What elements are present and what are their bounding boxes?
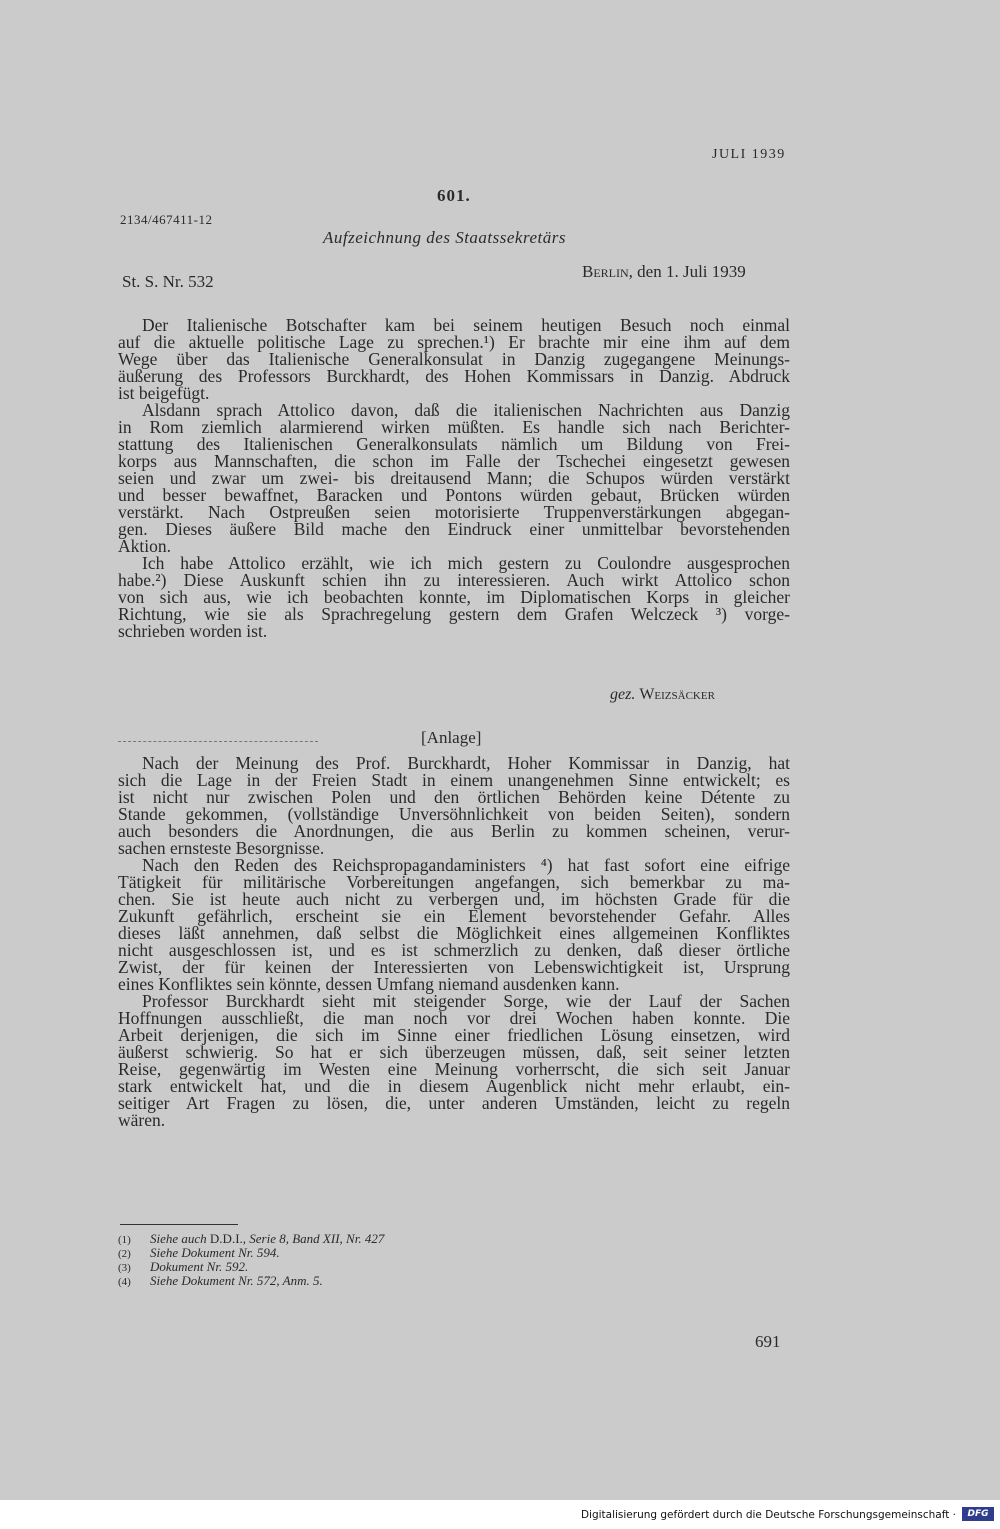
text-line: auch besonders die Anordnungen, die aus Berlin zu kommen scheinen, verur- <box>118 821 790 841</box>
footnote-text: Siehe auch <box>150 1231 207 1246</box>
text-line: korps aus Mannschaften, die schon im Falle der Tschechei eingesetzt gewesen <box>118 451 790 471</box>
text-line: nicht ausgeschlossen ist, und es ist schmerzlich zu denken, daß dieser örtliche <box>118 940 790 960</box>
funding-credit: Digitalisierung gefördert durch die Deutsche Forschungsgemeinschaft · <box>580 1509 956 1521</box>
text-line: Alsdann sprach Attolico davon, daß die italienischen Nachrichten aus Danzig <box>142 400 790 420</box>
text-line: Professor Burckhardt sieht mit steigender Sorge, wie der Lauf der Sachen <box>142 991 790 1011</box>
text-line: seitiger Art Fragen zu lösen, die, unter anderen Umständen, leicht zu regeln <box>118 1093 790 1113</box>
footnote-marker: (1) <box>118 1234 131 1246</box>
footnote <box>118 1246 384 1260</box>
page-number: 691 <box>755 1332 781 1351</box>
text-line: Ich habe Attolico erzählt, wie ich mich gestern zu Coulondre ausgesprochen <box>142 553 790 573</box>
text-line: ist beigefügt. <box>118 383 210 403</box>
footnotes <box>118 1232 384 1288</box>
footnote-text: Siehe Dokument Nr. 572, Anm. 5. <box>150 1273 323 1288</box>
text-line: stattung des Italienischen Generalkonsulats nämlich um Bildung von Frei- <box>118 434 790 454</box>
text-line: Wege über das Italienische Generalkonsulat in Danzig zugegangene Meinungs- <box>118 349 790 369</box>
signature <box>610 686 715 704</box>
text-line: seien und zwar um zwei- bis dreitausend Mann; die Schupos würden verstärkt <box>118 468 790 488</box>
text-line: Tätigkeit für militärische Vorbereitungen angefangen, sich bemerkbar zu ma- <box>118 872 790 892</box>
running-header: JULI 1939 <box>712 147 786 162</box>
text-line: schrieben worden ist. <box>118 621 268 641</box>
text-line: ist nicht nur zwischen Polen und den örtlichen Behörden keine Détente zu <box>118 787 790 807</box>
document-number: 601. <box>437 186 471 205</box>
footer-bar <box>0 1500 1000 1529</box>
text-line: gen. Dieses äußere Bild mache den Eindruck einer unmittelbar bevorstehenden <box>118 519 790 539</box>
footnote <box>118 1274 384 1288</box>
signature-name: Weizsäcker <box>639 686 715 703</box>
place-date <box>582 262 746 282</box>
text-line: Aktion. <box>118 536 171 556</box>
text-line: Hoffnungen ausschließt, die man noch vor drei Wochen haben konnte. Die <box>118 1008 790 1028</box>
text-line: und besser bewaffnet, Baracken und Pontons würden gebaut, Brücken würden <box>118 485 790 505</box>
document-title: Aufzeichnung des Staatssekretärs <box>323 228 566 247</box>
footnote-citation: Serie 8, Band XII, Nr. 427 <box>249 1231 385 1246</box>
text-line: Stande gekommen, (vollständige Unversöhnlichkeit von beiden Seiten), sondern <box>118 804 790 824</box>
footnote-rule <box>120 1224 238 1225</box>
text-line: Reise, gegenwärtig im Westen eine Meinung vorherrscht, die sich seit Januar <box>118 1059 790 1079</box>
annex-text <box>118 755 790 1129</box>
footnote <box>118 1260 384 1274</box>
text-line: auf die aktuelle politische Lage zu sprechen.¹) Er brachte mir eine ihm auf dem <box>118 332 790 352</box>
text-line: eines Konfliktes sein könnte, dessen Umfang niemand ausdenken kann. <box>118 974 620 994</box>
dashed-divider <box>118 741 318 742</box>
text-line: Zwist, der für keinen der Interessierten von Lebenswichtigkeit ist, Ursprung <box>118 957 790 977</box>
footnote-marker: (4) <box>118 1276 131 1288</box>
text-line: verstärkt. Nach Ostpreußen seien motorisierte Truppenverstärkungen abgegan- <box>118 502 790 522</box>
footnote-marker: (2) <box>118 1248 131 1260</box>
footnote-marker: (3) <box>118 1262 131 1274</box>
text-line: Zukunft gefährlich, erscheint sie ein Element bevorstehender Gefahr. Alles <box>118 906 790 926</box>
text-line: äußerung des Professors Burckhardt, des Hohen Kommissars in Danzig. Abdruck <box>118 366 790 386</box>
text-line: Der Italienische Botschafter kam bei seinem heutigen Besuch noch einmal <box>142 315 790 335</box>
footnote-source: D.D.I., <box>206 1231 250 1246</box>
archive-reference: 2134/467411-12 <box>120 212 213 227</box>
text-line: Arbeit derjenigen, die sich im Sinne einer friedlichen Lösung einsetzen, wird <box>118 1025 790 1045</box>
text-line: Nach den Reden des Reichspropagandaministers ⁴) hat fast sofort eine eifrige <box>142 855 790 875</box>
text-line: sachen ernsteste Besorgnisse. <box>118 838 325 858</box>
text-line: stark entwickelt hat, und die in diesem Augenblick nicht mehr erlaubt, ein- <box>118 1076 790 1096</box>
text-line: habe.²) Diese Auskunft schien ihn zu interessieren. Auch wirkt Attolico schon <box>118 570 790 590</box>
footnote-text: Dokument Nr. 592. <box>150 1259 249 1274</box>
signature-prefix: gez. <box>610 686 636 703</box>
text-line: chen. Sie ist heute auch nicht zu verbergen und, im höchsten Grade für die <box>118 889 790 909</box>
dfg-logo: DFG <box>962 1507 994 1521</box>
text-line: sich die Lage in der Freien Stadt in einem unangenehmen Sinne entwickelt; es <box>118 770 790 790</box>
text-line: äußerst schwierig. So hat er sich überzeugen müssen, daß, seit seiner letzten <box>118 1042 790 1062</box>
body-text <box>118 317 790 640</box>
annex-heading: [Anlage] <box>421 728 482 747</box>
text-line: dieses läßt annehmen, daß selbst die Möglichkeit eines allgemeinen Konfliktes <box>118 923 790 943</box>
place: Berlin <box>582 262 629 281</box>
reference-number: St. S. Nr. 532 <box>122 272 214 291</box>
footnote-text: Siehe Dokument Nr. 594. <box>150 1245 280 1260</box>
text-line: von sich aus, wie ich beobachten konnte, im Diplomatischen Korps in gleicher <box>118 587 790 607</box>
date: , den 1. Juli 1939 <box>628 262 746 281</box>
footnote <box>118 1232 384 1246</box>
text-line: Richtung, wie sie als Sprachregelung gestern dem Grafen Welczeck ³) vorge- <box>118 604 790 624</box>
text-line: in Rom ziemlich alarmierend wirken müßten. Es handle sich nach Berichter- <box>118 417 790 437</box>
text-line: Nach der Meinung des Prof. Burckhardt, Hoher Kommissar in Danzig, hat <box>142 753 790 773</box>
text-line: wären. <box>118 1110 166 1130</box>
